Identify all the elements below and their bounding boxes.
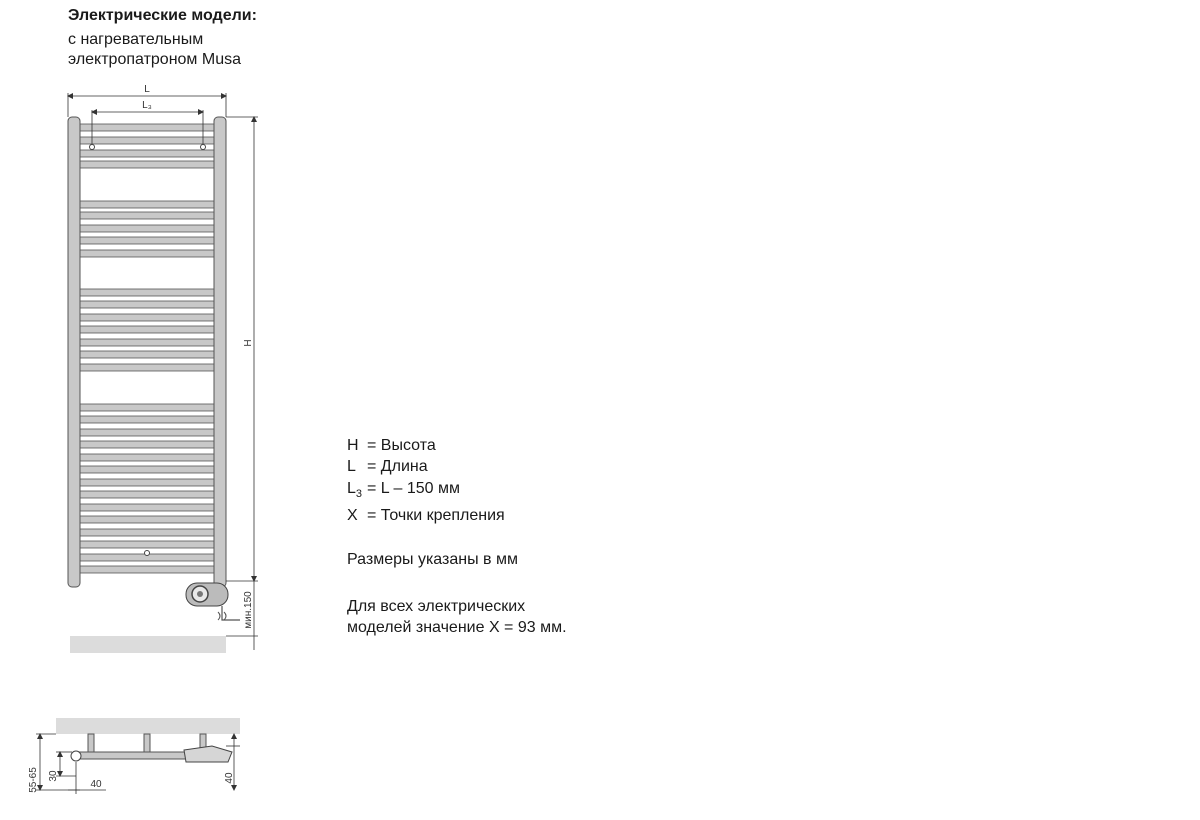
legend-symbol-l: L xyxy=(347,458,356,475)
dimension-H xyxy=(226,117,258,650)
note-electric-line-1: Для всех электрических xyxy=(347,598,526,615)
dim-label-30: 30 xyxy=(48,770,59,782)
towel-rail xyxy=(80,201,214,208)
towel-rail xyxy=(80,289,214,296)
dim-label-L3: L₃ xyxy=(142,100,152,111)
legend-row-l xyxy=(347,458,428,476)
plan-heater xyxy=(184,746,232,762)
dim-label-L: L xyxy=(144,84,150,95)
dim-label-40-right: 40 xyxy=(224,772,235,784)
dim-label-min150: мин.150 xyxy=(243,591,254,629)
legend-symbol-l3-base: L xyxy=(347,480,356,497)
wall-bracket xyxy=(144,734,150,752)
towel-rail xyxy=(80,301,214,308)
towel-rail xyxy=(80,429,214,436)
note-electric xyxy=(347,596,567,638)
towel-rail xyxy=(80,314,214,321)
towel-rail xyxy=(80,161,214,168)
fixing-point xyxy=(90,145,95,150)
legend-symbol-l3 xyxy=(347,480,367,500)
legend-row-x xyxy=(347,507,505,525)
legend-text-h: = Высота xyxy=(367,437,436,454)
legend-row-h xyxy=(347,437,436,455)
towel-rail xyxy=(80,541,214,548)
towel-rail xyxy=(80,479,214,486)
towel-rail xyxy=(80,339,214,346)
dim-label-depth: 55-65 xyxy=(28,767,39,793)
left-post xyxy=(68,117,80,587)
floor-strip xyxy=(70,636,226,653)
fixing-point xyxy=(201,145,206,150)
legend-row-l3 xyxy=(347,480,460,500)
towel-rail xyxy=(80,212,214,219)
towel-rail xyxy=(80,404,214,411)
towel-rail xyxy=(80,454,214,461)
towel-rail xyxy=(80,364,214,371)
front-view xyxy=(68,84,258,653)
towel-rail xyxy=(80,504,214,511)
note-dimensions: Размеры указаны в мм xyxy=(347,551,518,568)
legend-text-x: = Точки крепления xyxy=(367,507,505,524)
towel-rail xyxy=(80,491,214,498)
plan-dimensions xyxy=(36,734,240,794)
legend-symbol-l3-sub: 3 xyxy=(355,488,363,501)
towel-rail xyxy=(80,566,214,573)
towel-rails xyxy=(80,124,214,573)
towel-rail xyxy=(80,466,214,473)
legend-text-l: = Длина xyxy=(367,458,428,475)
towel-rail xyxy=(80,351,214,358)
towel-rail xyxy=(80,250,214,257)
towel-rail xyxy=(80,416,214,423)
legend-symbol-x: X xyxy=(347,507,358,524)
towel-rail xyxy=(80,237,214,244)
towel-rail xyxy=(80,137,214,144)
towel-rail xyxy=(80,529,214,536)
page-title: Электрические модели: xyxy=(68,7,257,24)
subtitle-line-1: с нагревательным xyxy=(68,31,204,48)
plan-post-left xyxy=(71,751,81,761)
legend-text-l3: = L – 150 мм xyxy=(367,480,461,497)
fixing-point xyxy=(145,551,150,556)
right-post xyxy=(214,117,226,587)
note-electric-line-2: моделей значение X = 93 мм. xyxy=(347,619,567,636)
dim-label-H: H xyxy=(243,339,254,347)
wall-bracket xyxy=(88,734,94,752)
wall-strip xyxy=(56,718,240,734)
towel-rail xyxy=(80,225,214,232)
dim-label-40-bottom: 40 xyxy=(90,779,102,790)
heating-element xyxy=(186,583,240,620)
towel-rail xyxy=(80,124,214,131)
towel-rail xyxy=(80,516,214,523)
towel-rail xyxy=(80,150,214,157)
subtitle-line-2: электропатроном Musa xyxy=(68,51,241,68)
plan-view xyxy=(28,718,240,794)
towel-rail xyxy=(80,441,214,448)
legend-symbol-h: H xyxy=(347,437,359,454)
towel-rail xyxy=(80,326,214,333)
